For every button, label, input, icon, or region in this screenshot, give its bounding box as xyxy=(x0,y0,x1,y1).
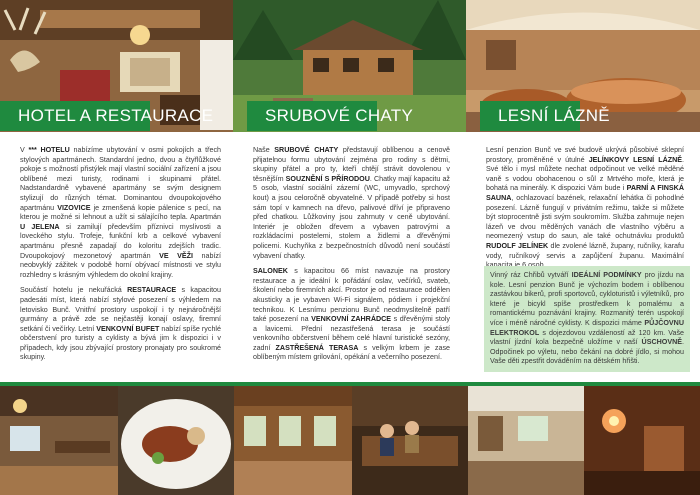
text-bold: SALONEK xyxy=(253,267,288,276)
chaty-text xyxy=(253,146,450,369)
text-run: . Své tělo i mysl můžete nechat odpočinout ve velké měděné vaně s vodou obohacenou o sůl z Mrtvého moře, která je bohatá na minerály. K dispozici Vám bude i xyxy=(486,155,685,193)
chaty-paragraph-1 xyxy=(253,146,450,261)
hotel-title: HOTEL A RESTAURACE xyxy=(18,106,214,125)
text-bold: ÚSCHOVNĚ xyxy=(641,338,683,347)
text-run: V xyxy=(20,146,29,154)
text-run: s velkým krbem je zase oblíbeným místem grilování, opékání a večerního posezení. xyxy=(253,343,451,362)
text-run: s kapacitou padesáti míst, která nabízí stylové posezení s výhledem na letovisko Bunč. Vnitřní prostory uspokojí i ty nejnáročnější gurmány a právě zde se nejčastěji konají oslavy, firemní setkání či večírky. Letní xyxy=(20,286,221,333)
text-run: nabízíme ubytování v osmi pokojích a třech stylových apartmánech. Standardní jedno, dvou a čtyřlůžkové pokoje s možností přistýlek mají vlastní sociální zařízení a jsou oblíbené mezi turisty, rodinami i skupinami přátel. Nadstandardně vybavené apartmány se svým designem stylizují do různých témat. Dominantou dvoupokojového apartmánu xyxy=(20,146,222,212)
text-bold: VIZOVICE xyxy=(57,203,91,212)
text-run: . Odpočinek po výletu, nebo čekání na dobré jídlo, si mohou Vaše děti zpestřit dováděním na dětském hřišti. xyxy=(490,338,684,366)
lazne-title: LESNÍ LÁZNĚ xyxy=(498,106,610,125)
text-bold: VENKOVNÍ BUFET xyxy=(96,324,160,333)
chaty-paragraph-2 xyxy=(253,267,450,363)
text-run: dle zvolené lázně, župany, ručníky, karafu vody, ručníkový servis a zapůjčení županu. Maximální xyxy=(486,241,684,260)
text-run: , ochlazovací bazének, relaxační lehátka či pohodlné posezení. Lázně fungují v privátním režimu, takže si můžete být stoprocentně jisti svým soukromím. Služba zahrnuje nejen lázeň ve dvou měděných vanách dle vlastního výběru a neomezený vstup do saun, ale také ochutnávku produktů xyxy=(486,193,684,241)
hotel-paragraph-2 xyxy=(20,286,221,363)
text-bold: VE VĚŽI xyxy=(159,251,194,260)
text-bold: U JELENA xyxy=(20,222,60,231)
text-bold: *** HOTELU xyxy=(28,146,70,154)
text-bold: JELÍNKOVY LESNÍ LÁZNĚ xyxy=(588,155,683,164)
text-run: představují oblíbenou a cenově přijatelnou formu ubytování zejména pro rodiny s dětmi, skupiny přátel a pro ty, kteří chtějí strávit dovolenou v těsnějším xyxy=(253,146,450,183)
text-bold: PŮJČOVNU ELEKTROKOL xyxy=(490,318,684,337)
lazne-text xyxy=(486,146,684,277)
text-run: Součástí hotelu je nekuřácká xyxy=(20,286,128,295)
chaty-title: SRUBOVÉ CHATY xyxy=(265,106,414,125)
text-run: pro jízdu na kole. Lesní penzion Bunč je výchozím bodem i oblíbenou zastávkou bikerů, profi sportovců, cykloturistů i výletníků, pro které je bicykl spíše prostředkem k pomalému a romantickému poznávání krajiny. Rozmanitý terén uspokojí více i méně náročné cyklisty. K dispozici máme xyxy=(490,271,684,327)
text-bold: VENKOVNÍ ZAHRÁDCE xyxy=(311,315,392,324)
food-plate-photo xyxy=(118,386,234,495)
lazne-header xyxy=(480,101,610,131)
cycling-info-box xyxy=(484,266,690,372)
text-bold: PARNÍ A FINSKÁ SAUNA xyxy=(486,184,684,202)
hotel-paragraph-1 xyxy=(20,146,221,280)
wooden-hall-photo xyxy=(234,386,352,495)
text-bold: SRUBOVÉ CHATY xyxy=(274,146,339,154)
text-bold: SOUZNĚNÍ S PŘÍRODOU xyxy=(285,174,370,183)
text-run: Vinný ráz Chřibů vytváří xyxy=(490,271,572,279)
wellness-candles-photo xyxy=(584,386,700,495)
dining-room-photo xyxy=(0,386,118,495)
hotel-text xyxy=(20,146,221,369)
text-run: s dřevěnými stoly a lavicemi. Přední nezastřešená terasa je součástí venkovního občerstvení během celé hlavní turistické sezóny, zadní xyxy=(253,315,450,352)
text-run: s dojezdovou vzdáleností až 120 km. Vaše vlastní jízdní kola bezpečně uložíme v naší xyxy=(490,328,684,347)
hotel-header xyxy=(0,101,214,131)
text-run: s kapacitou 66 míst navazuje na prostory restaurace a je ideální k pořádání oslav, večírků, svateb, školení nebo firemních akcí. Prostor je od restaurace oddělen akusticky a je vybaven Wi-Fi signálem, pódiem i projekční technikou. K Lesnímu penzionu Bunč neodmyslitelně patří také posezení na xyxy=(253,267,450,324)
text-run: . Chatky mají kapacitu až 5 osob, vlastní sociální zázemí (WC, umyvadlo, sprchový kout) a jsou celoročně obyvatelné. V případě potřeby si host sám topí v kamnech na dřevo, palivové dříví je připraveno před chatkou. Lůžkoviny jsou zahrnuty v ceně ubytování. Interiér je obložen dřevem a vybaven patrovými a rozkládacími postelemi, stolem a židlemi a dřevěnými policemi. Kuchyňka z bezpečnostních důvodů není součástí vybavení chatky. xyxy=(253,174,450,260)
chaty-header xyxy=(247,101,414,131)
text-bold: RUDOLF JELÍNEK xyxy=(486,241,549,250)
bar-photo xyxy=(352,386,468,495)
text-run: si zamilují především příznivci myslivosti a loveckého stylu. Trofeje, funkční krb a celkové vybavení apartmánu přesně zapadají do koloritu zdejších tradic. Dvoupokojový mezonetový apartmán xyxy=(20,222,221,260)
text-bold: ZASTŘEŠENÁ TERASA xyxy=(275,343,359,352)
text-run: Lesní penzion Bunč ve své budově ukrývá působivé sklepní prostory, proměněné v útulné xyxy=(486,146,684,164)
text-run: nabízí spíše rychlé občerstvení pro turisty a cyklisty a bývá jim k dispozici i v případech, kdy jsou zbývající prostory pronajaty pro soukromé skupiny. xyxy=(20,324,221,362)
lazne-paragraph-1 xyxy=(486,146,684,271)
text-run: je zmenšená kopie pálenice s pecí, na kterou je možné si lehnout a užít si sálajícího tepla. Apartmán xyxy=(20,203,221,222)
text-bold: RESTAURACE xyxy=(127,286,177,295)
text-run: Naše xyxy=(253,146,275,154)
restaurant-interior-photo xyxy=(468,386,584,495)
text-run: nabízí neobvyklý zážitek v podobě horní obývací místnosti ve stylu rozhledny s krásným výhledem do okolní krajiny. xyxy=(20,251,221,279)
text-bold: IDEÁLNÍ PODMÍNKY xyxy=(571,271,642,279)
